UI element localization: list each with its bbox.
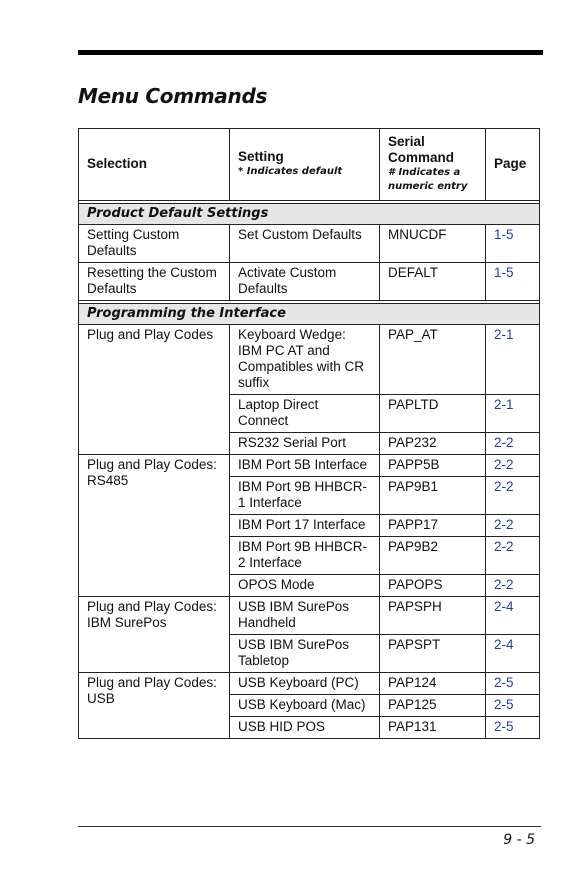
page-link[interactable]: 2-2 — [486, 455, 540, 477]
page-link[interactable]: 2-2 — [486, 515, 540, 537]
setting-cell: IBM Port 17 Interface — [230, 515, 380, 537]
table-header-row — [79, 129, 540, 201]
setting-cell: Activate Custom Defaults — [230, 263, 380, 301]
setting-cell: USB Keyboard (PC) — [230, 673, 380, 695]
page-link[interactable]: 2-2 — [486, 537, 540, 575]
table-row — [79, 263, 540, 301]
bottom-rule — [78, 826, 541, 827]
page-link[interactable]: 2-2 — [486, 477, 540, 515]
setting-cell: USB Keyboard (Mac) — [230, 695, 380, 717]
serial-command-cell: PAP124 — [380, 673, 486, 695]
page-link[interactable]: 2-2 — [486, 575, 540, 597]
header-serial-command — [380, 129, 486, 201]
selection-cell: Resetting the Custom Defaults — [79, 263, 230, 301]
section-title: Product Default Settings — [79, 204, 540, 225]
setting-cell: USB IBM SurePos Handheld — [230, 597, 380, 635]
menu-commands-table — [78, 128, 540, 739]
table-row — [79, 455, 540, 477]
serial-command-cell: PAP232 — [380, 433, 486, 455]
page-link[interactable]: 2-2 — [486, 433, 540, 455]
setting-cell: Keyboard Wedge: IBM PC AT and Compatibles with CR suffix — [230, 325, 380, 395]
page-link[interactable]: 2-1 — [486, 395, 540, 433]
section-header-row — [79, 304, 540, 325]
page-link[interactable]: 2-5 — [486, 717, 540, 739]
section-header-row — [79, 204, 540, 225]
table-row — [79, 673, 540, 695]
serial-command-cell: PAPSPT — [380, 635, 486, 673]
header-serial-line1: Serial — [388, 133, 425, 149]
header-serial-line2: Command — [388, 149, 455, 165]
selection-cell: Plug and Play Codes — [79, 325, 230, 455]
page-link[interactable]: 1-5 — [486, 263, 540, 301]
table-row — [79, 325, 540, 395]
page-link[interactable]: 1-5 — [486, 225, 540, 263]
serial-command-cell: PAP9B2 — [380, 537, 486, 575]
serial-command-cell: PAP9B1 — [380, 477, 486, 515]
serial-command-cell: PAP_AT — [380, 325, 486, 395]
table-body — [79, 201, 540, 739]
header-selection: Selection — [79, 129, 230, 201]
serial-command-cell: PAP125 — [380, 695, 486, 717]
setting-cell: RS232 Serial Port — [230, 433, 380, 455]
setting-cell: USB IBM SurePos Tabletop — [230, 635, 380, 673]
page-link[interactable]: 2-4 — [486, 635, 540, 673]
setting-cell: IBM Port 9B HHBCR-2 Interface — [230, 537, 380, 575]
setting-cell: IBM Port 9B HHBCR-1 Interface — [230, 477, 380, 515]
setting-cell: USB HID POS — [230, 717, 380, 739]
serial-command-cell: MNUCDF — [380, 225, 486, 263]
setting-cell: IBM Port 5B Interface — [230, 455, 380, 477]
setting-cell: Set Custom Defaults — [230, 225, 380, 263]
serial-command-cell: PAPP5B — [380, 455, 486, 477]
serial-command-cell: PAPOPS — [380, 575, 486, 597]
serial-command-cell: PAP131 — [380, 717, 486, 739]
selection-cell: Setting Custom Defaults — [79, 225, 230, 263]
serial-command-cell: PAPP17 — [380, 515, 486, 537]
selection-cell: Plug and Play Codes: USB — [79, 673, 230, 739]
header-setting — [230, 129, 380, 201]
selection-cell: Plug and Play Codes: RS485 — [79, 455, 230, 597]
serial-command-cell: PAPSPH — [380, 597, 486, 635]
serial-command-cell: PAPLTD — [380, 395, 486, 433]
table-row — [79, 225, 540, 263]
page-title: Menu Commands — [78, 84, 268, 108]
page-number: 9 - 5 — [503, 832, 535, 848]
header-setting-note: * Indicates default — [238, 165, 343, 177]
header-serial-note1: # Indicates a — [388, 166, 461, 178]
section-title: Programming the Interface — [79, 304, 540, 325]
header-serial-note2: numeric entry — [388, 180, 468, 192]
selection-cell: Plug and Play Codes: IBM SurePos — [79, 597, 230, 673]
table-row — [79, 597, 540, 635]
header-page: Page — [486, 129, 540, 201]
top-rule — [78, 50, 543, 55]
page-link[interactable]: 2-4 — [486, 597, 540, 635]
header-setting-label: Setting — [238, 148, 284, 164]
page-link[interactable]: 2-5 — [486, 673, 540, 695]
setting-cell: Laptop Direct Connect — [230, 395, 380, 433]
page-link[interactable]: 2-5 — [486, 695, 540, 717]
page-link[interactable]: 2-1 — [486, 325, 540, 395]
serial-command-cell: DEFALT — [380, 263, 486, 301]
setting-cell: OPOS Mode — [230, 575, 380, 597]
